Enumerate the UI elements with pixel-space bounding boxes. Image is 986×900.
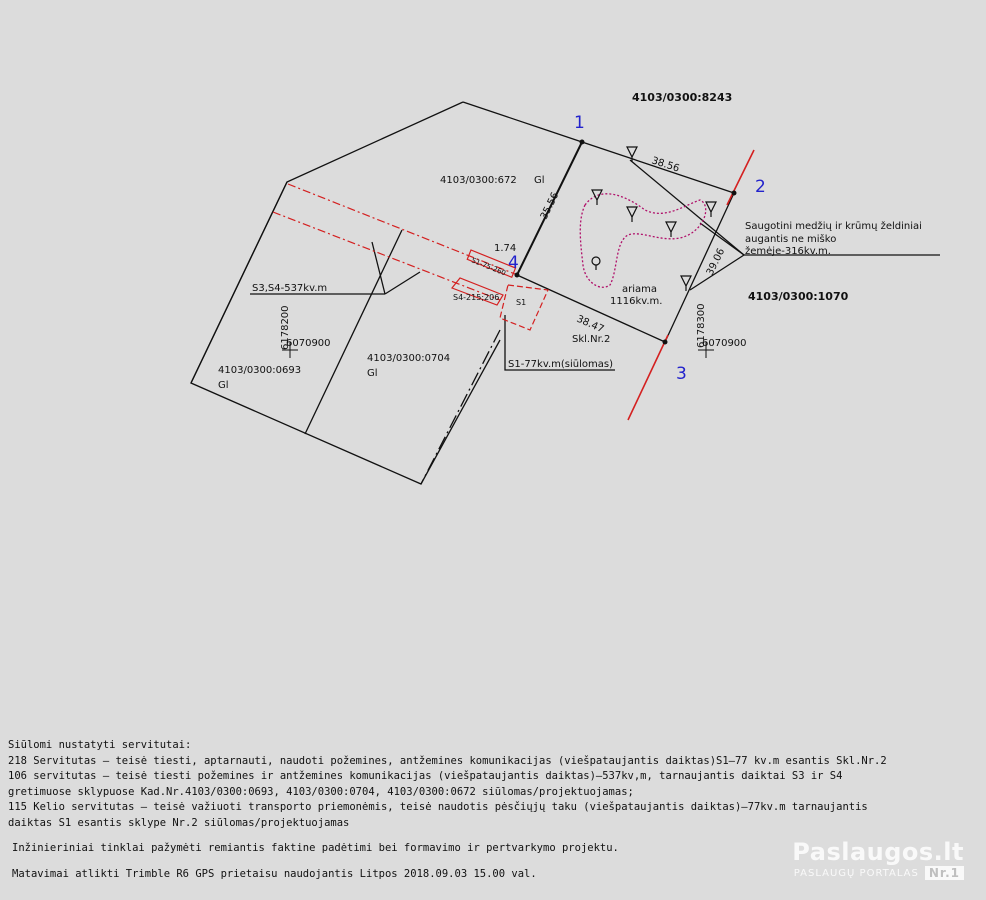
ariama-area-label: 1116kv.m. [610, 296, 663, 307]
leader-s3s4-b [372, 242, 385, 294]
dimension-174: 1.74 [494, 243, 517, 254]
watermark-brand: Paslaugos.lt [792, 838, 964, 866]
corner-label-2: 2 [755, 177, 766, 197]
corner-marker [663, 340, 668, 345]
tree-icon [706, 202, 716, 217]
corner-label-1: 1 [574, 113, 585, 133]
servitude-s1 [500, 285, 548, 330]
trees-label-1: Saugotini medžių ir krūmų želdiniai [745, 221, 922, 232]
corner-marker [732, 191, 737, 196]
notes-line: daiktas S1 esantis sklype Nr.2 siūlomas/projektuojamas [8, 816, 350, 829]
trees-label-2: augantis ne miško [745, 234, 837, 245]
notes-line: 218 Servitutas – teisė tiesti, aptarnauti, naudoti požemines, antžemines komunikacijas (viešpataujantis daiktas)S1–77 kv.m esantis Skl.Nr.2 [8, 754, 887, 767]
ariama-label: ariama [622, 284, 658, 295]
s1-label: S1 [516, 298, 527, 307]
watermark-tagline-row [792, 866, 964, 880]
s1-small-label: S1-75-260 [470, 256, 507, 278]
tree-icon [627, 207, 637, 222]
parcel-suffix-0704: Gl [367, 368, 378, 379]
tree-icon [666, 222, 676, 237]
watermark-badge: Nr.1 [925, 866, 964, 880]
boundary-672-top [463, 102, 582, 142]
notes-line: 115 Kelio servitutas – teisė važiuoti transporto priemonėmis, teisė naudotis pėsčiųjų taku (viešpataujantis daiktas)–77kv.m tarnaujantis [8, 801, 868, 813]
parcel-label-672: 4103/0300:672 [440, 175, 517, 186]
corner-marker [580, 140, 585, 145]
skl-label: Skl.Nr.2 [572, 334, 611, 345]
dimension-3847: 38.47 [574, 313, 606, 336]
red-axis-top [727, 150, 754, 205]
grid-left-x: 6070900 [286, 338, 331, 349]
dimension-3856: 38.56 [650, 155, 681, 175]
watermark [792, 838, 964, 880]
dimension-3556: 35.56 [538, 190, 562, 222]
corner-label-4: 4 [508, 253, 519, 273]
tree-icon [592, 257, 600, 265]
trees-label-3: žemėje-316kv.m. [745, 246, 831, 257]
watermark-tagline: PASLAUGŲ PORTALAS [793, 867, 919, 879]
parcel-suffix-0693: Gl [218, 380, 229, 391]
corner-marker [515, 273, 520, 278]
tree-symbols [592, 147, 716, 291]
grid-right-x: 6070900 [702, 338, 747, 349]
tree-icon [592, 190, 602, 205]
parcel-label-0693: 4103/0300:0693 [218, 365, 302, 376]
engineering-note: Inžinieriniai tinklai pažymėti remiantis faktine padėtimi bei formavimo ir pertvarkymo projektu. [12, 842, 619, 854]
red-axis-bottom [628, 335, 668, 420]
corner-label-3: 3 [676, 364, 687, 384]
parcel-label-0704: 4103/0300:0704 [367, 353, 451, 364]
boundary-672-inner [305, 230, 402, 434]
parcel-label-8243: 4103/0300:8243 [632, 91, 733, 104]
dimension-3906: 39.06 [704, 246, 728, 278]
measurement-note: Matavimai atlikti Trimble R6 GPS prietaisu naudojantis Litpos 2018.09.03 15.00 val. [12, 867, 537, 880]
parcel-suffix-672: Gl [534, 175, 545, 186]
s4-label: S4-215;206 [453, 293, 500, 302]
grid-right-y: 6178300 [696, 303, 707, 348]
notes-line: 106 servitutas – teisė tiesti požemines ir antžemines komunikacijas (viešpataujantis daiktas)–537kv,m, tarnaujantis daiktai S3 ir S4 [8, 770, 843, 782]
leader-s3s4-c [385, 272, 420, 294]
notes-line: gretimuose sklypuose Kad.Nr.4103/0300:0693, 4103/0300:0704, 4103/0300:0672 siūlomas/projektuojamas; [8, 785, 634, 798]
grid-left-y: 6178200 [280, 305, 291, 350]
parcel-label-1070: 4103/0300:1070 [748, 290, 849, 303]
s3s4-label: S3,S4-537kv.m [252, 283, 328, 294]
s1-proposed-label: S1-77kv.m(siūlomas) [508, 359, 613, 370]
notes-line: Siūlomi nustatyti servitutai: [8, 739, 192, 751]
